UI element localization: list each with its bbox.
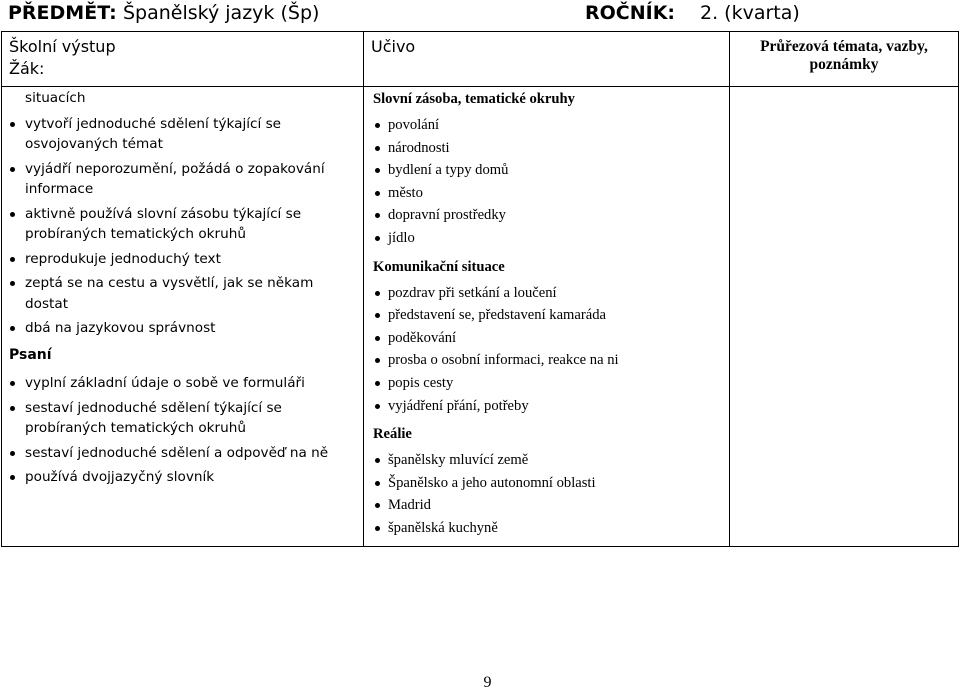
curriculum-list-vocabulary xyxy=(373,114,723,250)
list-item: národnosti xyxy=(373,137,723,160)
list-item: vyjádření přání, potřeby xyxy=(373,395,723,418)
list-item: španělská kuchyně xyxy=(373,517,723,540)
curriculum-list-communication xyxy=(373,282,723,418)
subject-value: Španělský jazyk (Šp) xyxy=(123,2,320,24)
column-header-curriculum xyxy=(364,32,730,87)
outcomes-list-1 xyxy=(9,114,357,339)
list-item: sestaví jednoduché sdělení týkající se probíraných tematických okruhů xyxy=(9,398,357,439)
list-item: Španělsko a jeho autonomní oblasti xyxy=(373,472,723,495)
outcomes-list-2 xyxy=(9,373,357,488)
year-label: ROČNÍK: xyxy=(585,2,676,24)
curriculum-section-title: Slovní zásoba, tematické okruhy xyxy=(373,91,575,107)
curriculum-section-title: Reálie xyxy=(373,426,412,443)
curriculum-table xyxy=(1,31,959,547)
outcomes-cell xyxy=(2,87,364,547)
column-header-cross-line2: poznámky xyxy=(809,56,879,73)
curriculum-cell xyxy=(364,87,730,547)
list-item: zeptá se na cestu a vysvětlí, jak se někam dostat xyxy=(9,273,357,314)
list-item: aktivně používá slovní zásobu týkající se probíraných tematických okruhů xyxy=(9,204,357,245)
list-item: představení se, představení kamaráda xyxy=(373,304,723,327)
list-item: španělsky mluvící země xyxy=(373,449,723,472)
list-item: vyjádří neporozumění, požádá o zopakování informace xyxy=(9,159,357,200)
list-item: bydlení a typy domů xyxy=(373,159,723,182)
column-header-curriculum-label: Učivo xyxy=(371,37,416,56)
list-item: povolání xyxy=(373,114,723,137)
outcomes-section-writing: Psaní xyxy=(9,346,52,363)
list-item: vyplní základní údaje o sobě ve formuláři xyxy=(9,373,357,394)
page-number: 9 xyxy=(483,674,492,691)
column-header-outcomes xyxy=(2,32,364,87)
list-item: město xyxy=(373,182,723,205)
column-header-cross xyxy=(730,32,959,87)
list-item: dopravní prostředky xyxy=(373,204,723,227)
list-item: jídlo xyxy=(373,227,723,250)
list-item: dbá na jazykovou správnost xyxy=(9,318,357,339)
subject-label: PŘEDMĚT: xyxy=(8,2,117,24)
page-header xyxy=(8,2,953,28)
list-item: prosba o osobní informaci, reakce na ni xyxy=(373,349,723,372)
list-item: popis cesty xyxy=(373,372,723,395)
year-value: 2. (kvarta) xyxy=(700,2,800,24)
list-item: Madrid xyxy=(373,494,723,517)
list-item: používá dvojjazyčný slovník xyxy=(9,467,357,488)
column-header-outcomes-line1: Školní výstup xyxy=(9,37,116,56)
list-item: vytvoří jednoduché sdělení týkající se osvojovaných témat xyxy=(9,114,357,155)
list-item: sestaví jednoduché sdělení a odpověď na ně xyxy=(9,443,357,464)
curriculum-section-title: Komunikační situace xyxy=(373,258,505,275)
column-header-cross-line1: Průřezová témata, vazby, xyxy=(760,38,928,55)
list-item: poděkování xyxy=(373,327,723,350)
list-item: reprodukuje jednoduchý text xyxy=(9,249,357,270)
list-item: pozdrav při setkání a loučení xyxy=(373,282,723,305)
outcomes-lead-text: situacích xyxy=(25,90,86,106)
curriculum-list-realia xyxy=(373,449,723,539)
cross-topics-cell xyxy=(730,87,959,547)
column-header-outcomes-line2: Žák: xyxy=(9,59,45,78)
